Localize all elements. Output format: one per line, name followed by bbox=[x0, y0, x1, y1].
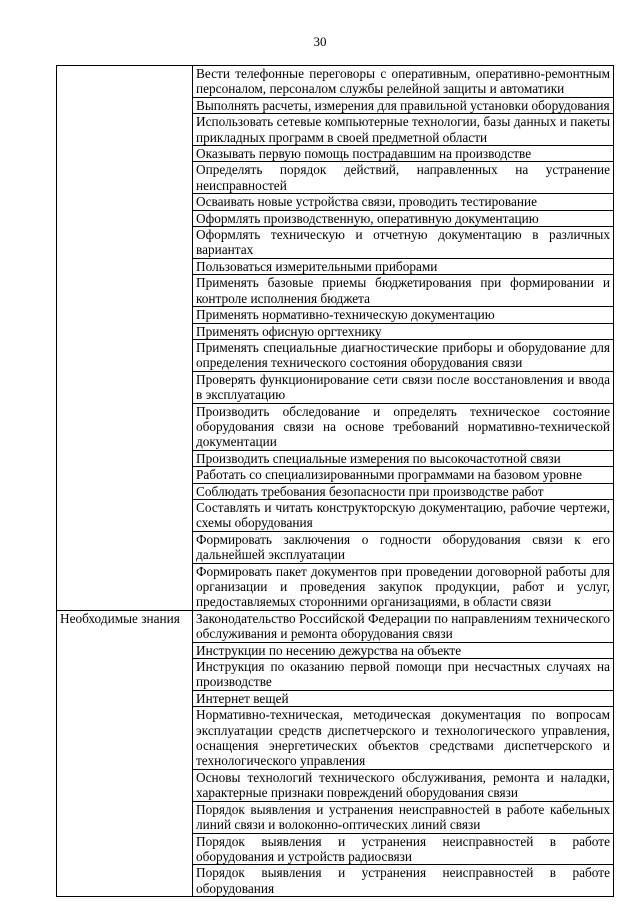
section-label bbox=[57, 66, 193, 611]
requirement-item: Порядок выявления и устранения неисправностей в работе оборудования bbox=[193, 865, 614, 897]
requirement-item: Основы технологий технического обслуживания, ремонта и наладки, характерные признаки повреждений оборудования связи bbox=[193, 769, 614, 801]
requirement-item: Оформлять производственную, оперативную документацию bbox=[193, 210, 614, 226]
requirement-item: Определять порядок действий, направленных на устранение неисправностей bbox=[193, 162, 614, 194]
requirement-item: Оформлять техническую и отчетную документацию в различных вариантах bbox=[193, 227, 614, 259]
requirement-item: Осваивать новые устройства связи, проводить тестирование bbox=[193, 194, 614, 210]
requirement-item: Применять офисную оргтехнику bbox=[193, 323, 614, 339]
requirement-item: Вести телефонные переговоры с оперативным, оперативно-ремонтным персоналом, персоналом службы релейной защиты и автоматики bbox=[193, 66, 614, 98]
requirement-item: Формировать пакет документов при проведении договорной работы для организации и проведения закупок продукции, работ и услуг, предоставляемых сторонними организациями, в области связи bbox=[193, 563, 614, 610]
requirements-table bbox=[56, 65, 614, 897]
requirement-item: Оказывать первую помощь пострадавшим на производстве bbox=[193, 146, 614, 162]
requirement-item: Нормативно-техническая, методическая документация по вопросам эксплуатации средств диспетчерского и технологического управления, оснащения энергетических объектов средствами диспетчерского и технологического управления bbox=[193, 707, 614, 770]
requirement-item: Соблюдать требования безопасности при производстве работ bbox=[193, 483, 614, 499]
requirement-item: Законодательство Российской Федерации по направлениям технического обслуживания и ремонта оборудования связи bbox=[193, 610, 614, 642]
requirement-item: Использовать сетевые компьютерные технологии, базы данных и пакеты прикладных программ в своей предметной области bbox=[193, 114, 614, 146]
requirement-item: Формировать заключения о годности оборудования связи к его дальнейшей эксплуатации bbox=[193, 531, 614, 563]
requirement-item: Порядок выявления и устранения неисправностей в работе оборудования и устройств радиосвязи bbox=[193, 833, 614, 865]
requirement-item: Производить обследование и определять техническое состояние оборудования связи на основе требований нормативно-технической документации bbox=[193, 403, 614, 450]
requirement-item: Интернет вещей bbox=[193, 690, 614, 706]
table-body bbox=[57, 66, 614, 897]
requirement-item: Производить специальные измерения по высокочастотной связи bbox=[193, 450, 614, 466]
requirement-item: Выполнять расчеты, измерения для правильной установки оборудования bbox=[193, 97, 614, 113]
requirement-item: Проверять функционирование сети связи после восстановления и ввода в эксплуатацию bbox=[193, 371, 614, 403]
requirement-item: Работать со специализированными программами на базовом уровне bbox=[193, 467, 614, 483]
requirement-item: Инструкции по несению дежурства на объекте bbox=[193, 642, 614, 658]
table-row bbox=[57, 610, 614, 642]
page-number: 30 bbox=[313, 34, 327, 49]
requirement-item: Инструкция по оказанию первой помощи при несчастных случаях на производстве bbox=[193, 659, 614, 691]
requirement-item: Пользоваться измерительными приборами bbox=[193, 258, 614, 274]
requirement-item: Применять нормативно-техническую документацию bbox=[193, 307, 614, 323]
requirement-item: Применять базовые приемы бюджетирования при формировании и контроле исполнения бюджета bbox=[193, 275, 614, 307]
table-row bbox=[57, 66, 614, 98]
requirement-item: Порядок выявления и устранения неисправностей в работе кабельных линий связи и волоконно-оптических линий связи bbox=[193, 801, 614, 833]
requirement-item: Применять специальные диагностические приборы и оборудование для определения технического состояния оборудования связи bbox=[193, 339, 614, 371]
section-label: Необходимые знания bbox=[57, 610, 193, 896]
requirement-item: Составлять и читать конструкторскую документацию, рабочие чертежи, схемы оборудования bbox=[193, 499, 614, 531]
